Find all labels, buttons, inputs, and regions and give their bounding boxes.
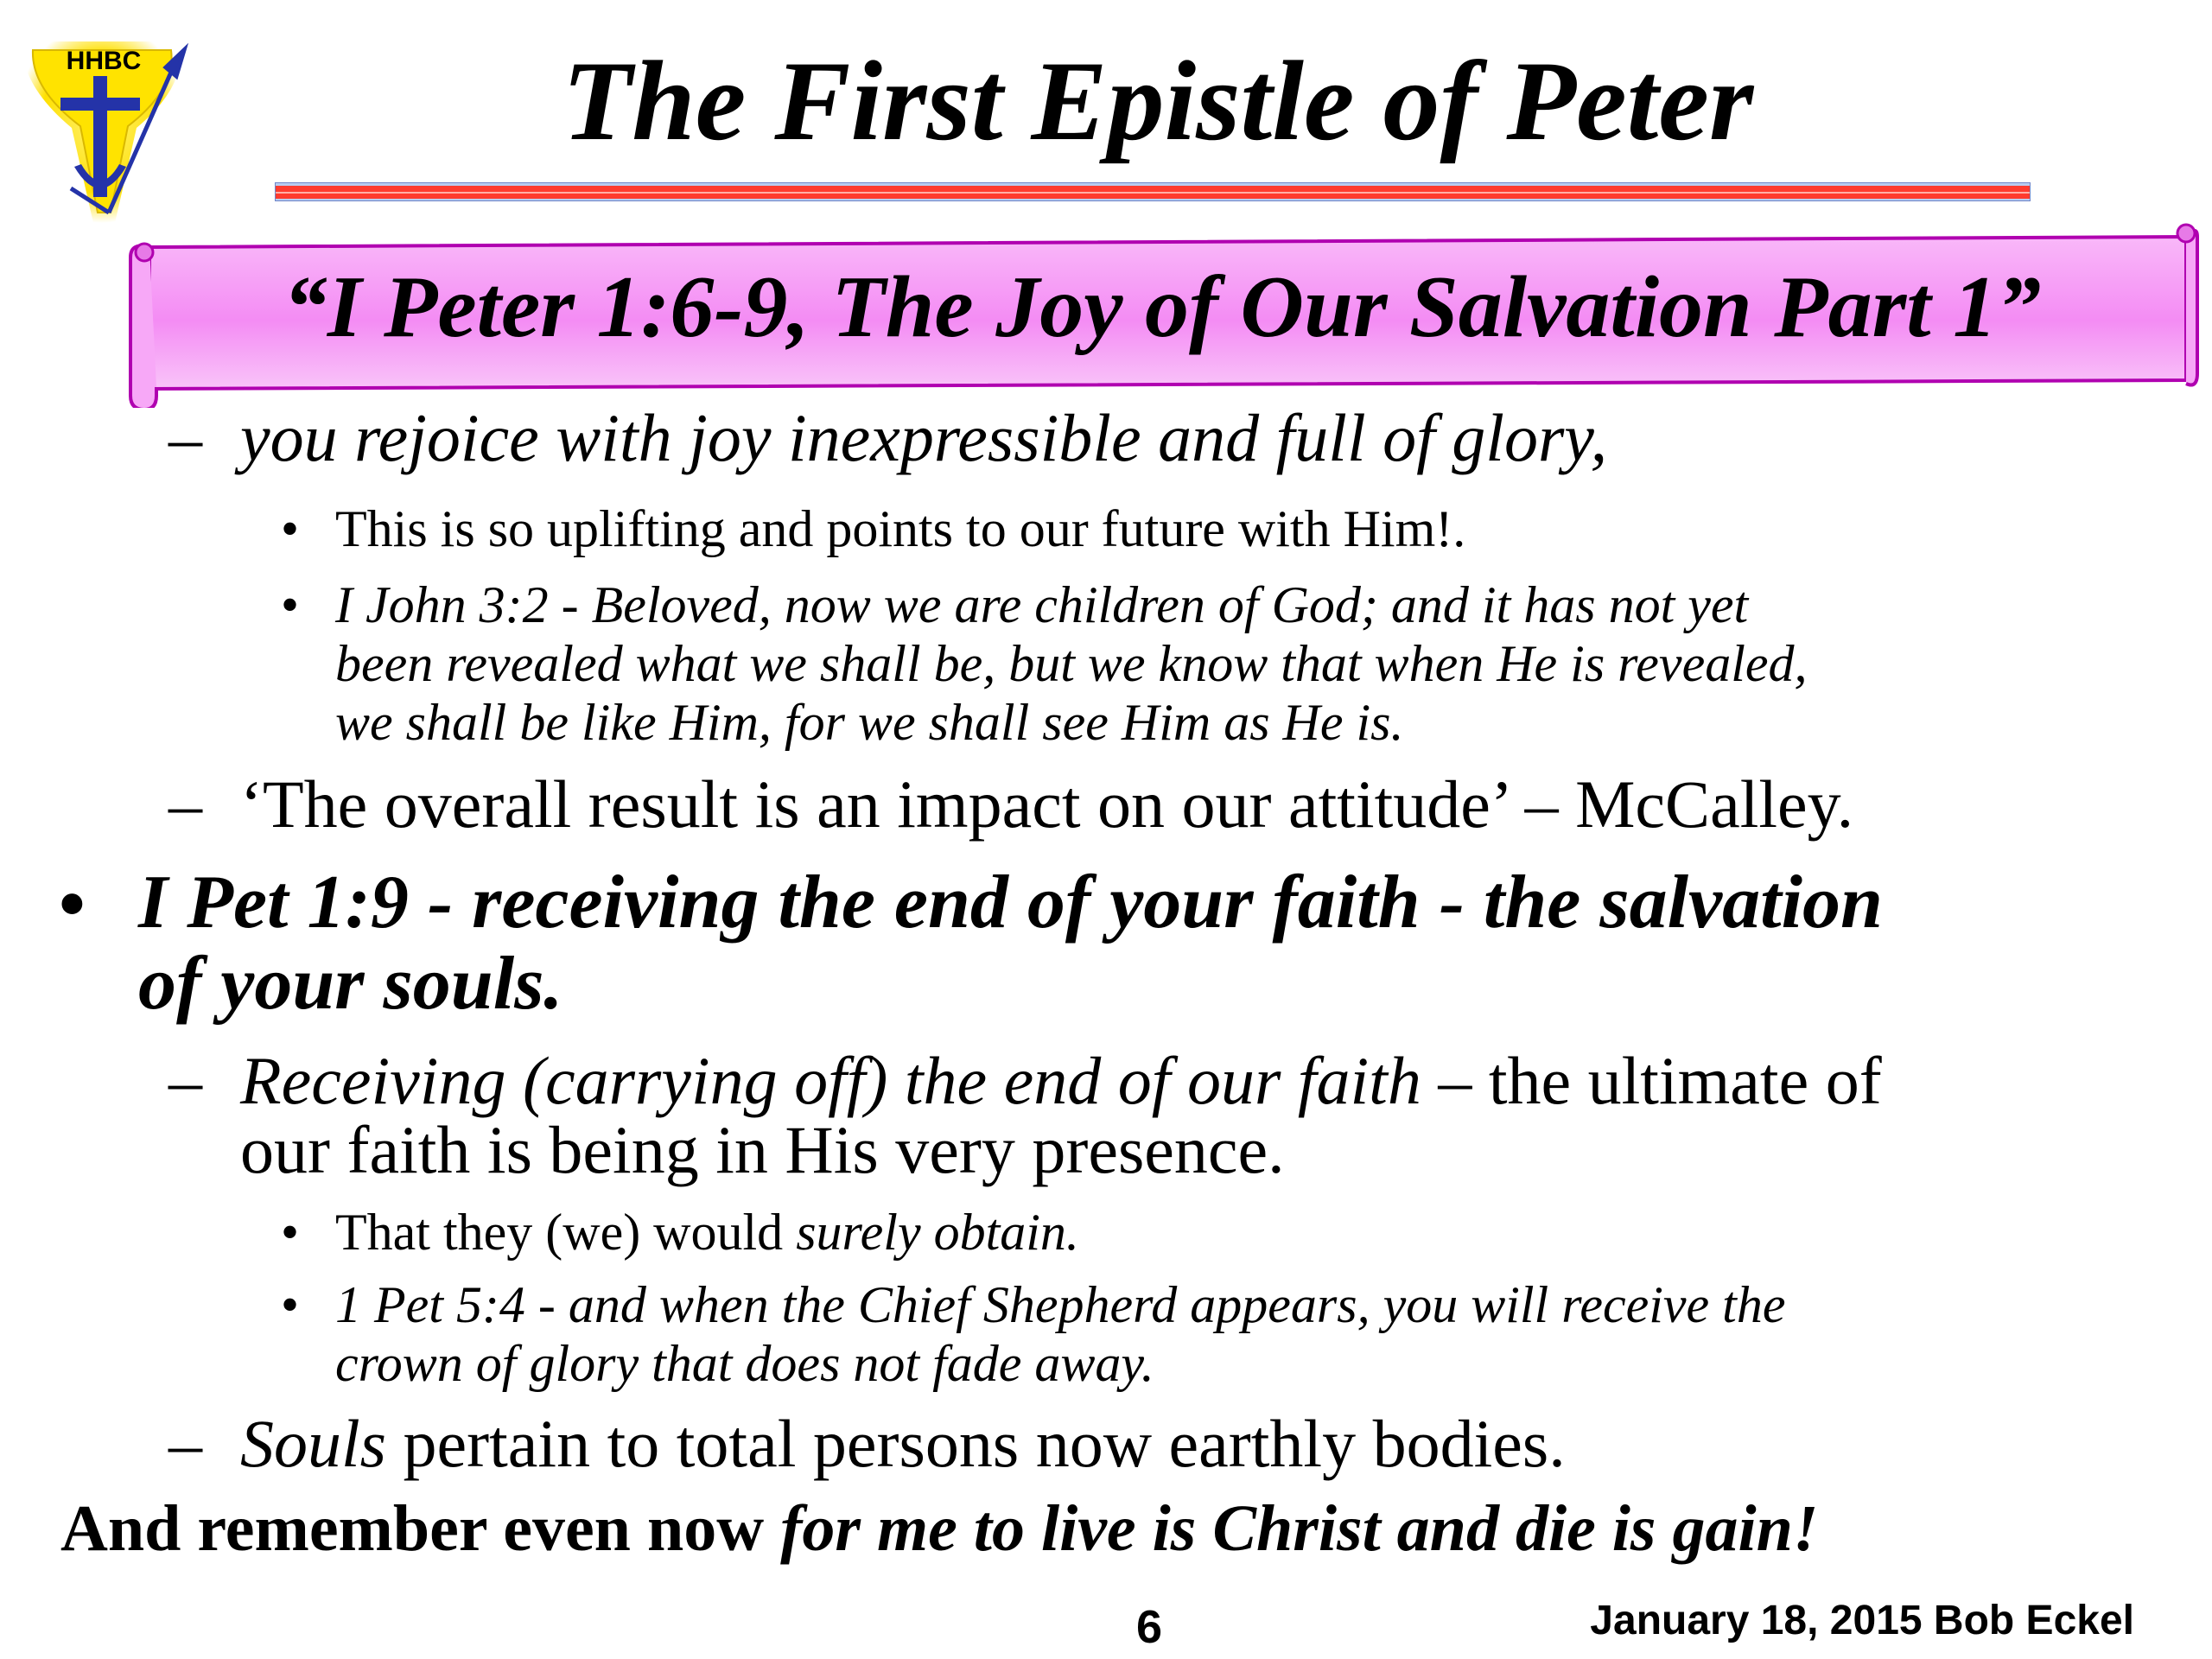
bullet-marker: • [281, 500, 300, 557]
overall-line: ‘The overall result is an impact on our attitude’ – McCalley. [240, 766, 1854, 842]
pet-line-2: of your souls. [138, 942, 563, 1026]
hhbc-logo [7, 16, 201, 227]
closing-line [60, 1493, 1818, 1566]
closing-plain: And remember even now [60, 1492, 781, 1565]
obtain-line [335, 1204, 1079, 1261]
souls-line [240, 1406, 1566, 1481]
dash-marker: – [168, 400, 202, 475]
bullet-marker: • [281, 576, 300, 633]
uplifting-line: This is so uplifting and points to our future with Him!. [335, 500, 1466, 557]
souls-rest: pertain to total persons now earthly bodies. [386, 1406, 1566, 1481]
john-line-2: been revealed what we shall be, but we know that when He is revealed, [335, 635, 1808, 692]
souls-italic: Souls [240, 1406, 387, 1481]
rejoice-line: you rejoice with joy inexpressible and full of glory, [240, 400, 1608, 475]
receiving-rest: – the ultimate of [1421, 1043, 1882, 1118]
logo-letters: HHBC [66, 47, 142, 75]
obtain-plain: That they (we) would [335, 1204, 797, 1261]
banner-title: “I Peter 1:6-9, The Joy of Our Salvation Part 1” [283, 258, 2042, 356]
receiving-line-1 [240, 1043, 1882, 1118]
shepherd-line-1: 1 Pet 5:4 - and when the Chief Shepherd appears, you will receive the [335, 1276, 1786, 1333]
bullet-marker: • [59, 862, 86, 946]
footer-credit: January 18, 2015 Bob Eckel [1590, 1598, 2134, 1643]
receiving-line-2: our faith is being in His very presence. [240, 1112, 1285, 1187]
dash-marker: – [168, 1406, 202, 1481]
john-line-1: I John 3:2 - Beloved, now we are children of God; and it has not yet [335, 576, 1749, 633]
slide-title: The First Epistle of Peter [562, 37, 1754, 164]
bullet-marker: • [281, 1204, 300, 1261]
closing-italic: for me to live is Christ and die is gain! [780, 1492, 1819, 1565]
receiving-italic: Receiving (carrying off) the end of our faith [240, 1043, 1421, 1118]
shepherd-line-2: crown of glory that does not fade away. [335, 1335, 1154, 1392]
john-line-3: we shall be like Him, for we shall see Him as He is. [335, 694, 1404, 751]
page-number: 6 [1135, 1601, 1163, 1653]
dash-marker: – [168, 1043, 202, 1118]
obtain-italic: surely obtain. [796, 1204, 1079, 1261]
dash-marker: – [168, 766, 202, 842]
pet-line-1: I Pet 1:9 - receiving the end of your faith - the salvation [138, 861, 1883, 944]
title-underline-rule [275, 182, 2031, 201]
bullet-marker: • [281, 1276, 300, 1333]
